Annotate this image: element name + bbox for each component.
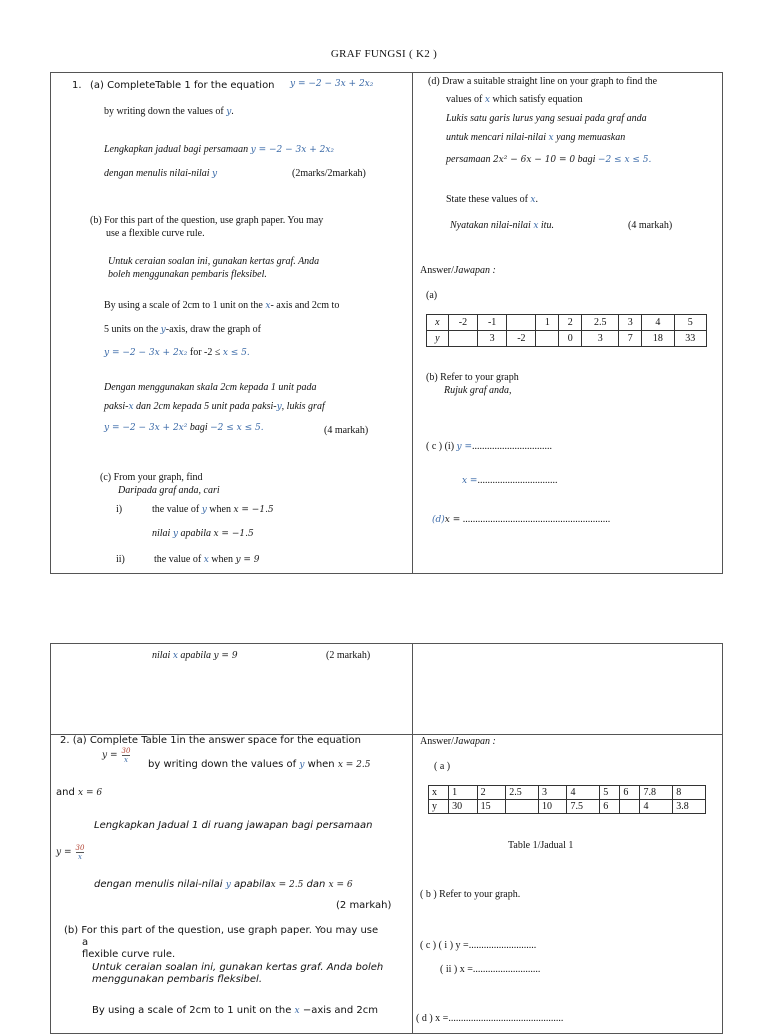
q1-answer-c-ii[interactable]: x =................................	[462, 475, 558, 486]
q2a-malay1: Lengkapkan Jadual 1 di ruang jawapan bagi persamaan	[94, 820, 373, 831]
q1-answer-b: (b) Refer to your graph	[426, 372, 519, 383]
table-cell[interactable]	[448, 331, 477, 347]
q1d-intro: (d) Draw a suitable straight line on your graph to find the	[428, 76, 658, 87]
q1a-line2: by writing down the values of y.	[104, 106, 234, 117]
q1a-intro: (a) CompleteTable 1 for the equation	[90, 80, 275, 91]
table-cell: x	[429, 786, 449, 800]
q1c-intro: (c) From your graph, find	[100, 472, 203, 483]
q2-answer-d[interactable]: ( d ) x =..............................................	[416, 1013, 564, 1024]
q1d-malay3: persamaan 2x² − 6x − 10 = 0 bagi −2 ≤ x ≤ 5.	[446, 154, 652, 165]
table-cell: 3.8	[673, 800, 706, 814]
q1b-graph-eq: y = −2 − 3x + 2x₂ for -2 ≤ x ≤ 5.	[104, 347, 250, 358]
q2a-malay3: dengan menulis nilai-nilai y apabilax = 2.5 dan x = 6	[94, 879, 353, 890]
table-cell: 1	[536, 315, 559, 331]
table-row	[427, 315, 707, 331]
q2a-intro: 2. (a) Complete Table 1in the answer space for the equation	[60, 735, 361, 746]
table-cell[interactable]	[506, 800, 539, 814]
table-cell: 3	[582, 331, 619, 347]
table-cell: 6	[620, 786, 640, 800]
table-cell: 4	[640, 800, 673, 814]
table-cell: 30	[449, 800, 478, 814]
page-title: GRAF FUNGSI ( K2 )	[330, 48, 438, 60]
q1d-line2: values of x which satisfy equation	[446, 94, 583, 105]
q1-values-table	[426, 314, 707, 347]
q1b-scale1: By using a scale of 2cm to 1 unit on the x- axis and 2cm to	[104, 300, 340, 311]
table-cell: 7.5	[567, 800, 600, 814]
table-cell: 2	[477, 786, 506, 800]
q1a-malay-line2: dengan menulis nilai-nilai y	[104, 168, 218, 179]
q1c-i-text: the value of y when x = −1.5	[152, 504, 274, 515]
q2b-line1: (b) For this part of the question, use graph paper. You may use	[64, 925, 379, 936]
table-cell: 4	[642, 315, 674, 331]
table-row	[427, 331, 707, 347]
table-cell: 15	[477, 800, 506, 814]
table-cell: 1	[449, 786, 478, 800]
q2a-line2: by writing down the values of y when x = 2.5	[148, 759, 371, 770]
table-cell[interactable]	[620, 800, 640, 814]
table-cell: 5	[600, 786, 620, 800]
q2-answer-label: Answer/Jawapan :	[420, 736, 496, 747]
table-cell: 3	[478, 331, 507, 347]
q2a-marks: (2 markah)	[336, 900, 392, 911]
q2-answer-a: ( a )	[434, 761, 451, 772]
q2-equation: y = $\frac{30}{x}$	[102, 746, 131, 764]
table-row	[429, 800, 706, 814]
q1-equation: y = −2 − 3x + 2x₂	[290, 79, 374, 89]
q1b-intro: (b) For this part of the question, use graph paper. You may	[90, 215, 324, 226]
q2a-malay-equation: y = $\frac{30}{x}$	[56, 843, 85, 861]
table-cell: 2.5	[582, 315, 619, 331]
table-cell: y	[429, 800, 449, 814]
q1b-scale2: 5 units on the y-axis, draw the graph of	[104, 324, 262, 335]
q1c-ii-malay: nilai x apabila y = 9	[152, 650, 238, 661]
q2b-malay1: Untuk ceraian soalan ini, gunakan kertas graf. Anda boleh	[92, 962, 384, 973]
table-cell: 3	[619, 315, 642, 331]
table-cell: 2.5	[506, 786, 539, 800]
table-row	[429, 786, 706, 800]
q1b-malay-scale1: Dengan menggunakan skala 2cm kepada 1 unit pada	[104, 382, 317, 393]
q1-number: 1.	[72, 80, 82, 91]
q2b-line3: flexible curve rule.	[82, 949, 176, 960]
q2b-line2: a	[82, 937, 89, 948]
table-cell: 8	[673, 786, 706, 800]
q1c-i-number: i)	[116, 504, 123, 515]
q2-table-caption: Table 1/Jadual 1	[508, 840, 574, 851]
q2b-malay2: menggunakan pembaris fleksibel.	[92, 974, 263, 985]
q1b-malay-scale2: paksi-x dan 2cm kepada 5 unit pada paksi-y, lukis graf	[104, 401, 325, 412]
q2a-and: and x = 6	[56, 787, 103, 798]
q1d-state-malay: Nyatakan nilai-nilai x itu.	[450, 220, 554, 231]
q1c-ii-number: ii)	[116, 554, 125, 565]
q2-values-table	[428, 785, 706, 814]
table-cell: 6	[600, 800, 620, 814]
q1-answer-label: Answer/Jawapan :	[420, 265, 496, 276]
table-cell: y	[427, 331, 449, 347]
table-cell[interactable]	[536, 331, 559, 347]
table-cell: 3	[538, 786, 567, 800]
q1d-malay1: Lukis satu garis lurus yang sesuai pada graf anda	[446, 113, 647, 124]
table-cell: -2	[507, 331, 536, 347]
q1d-malay2: untuk mencari nilai-nilai x yang memuaskan	[446, 132, 626, 143]
q2b-scale: By using a scale of 2cm to 1 unit on the x −axis and 2cm	[92, 1005, 379, 1016]
q1-answer-d[interactable]: (d)x = ...........................................................	[432, 514, 611, 525]
continuation-divider	[412, 643, 413, 735]
table-cell: -2	[448, 315, 477, 331]
table-cell: x	[427, 315, 449, 331]
q1-answer-b-malay: Rujuk graf anda,	[444, 385, 512, 396]
table-cell: 7	[619, 331, 642, 347]
question-2-divider	[412, 734, 413, 1034]
table-cell: -1	[478, 315, 507, 331]
table-cell: 0	[559, 331, 582, 347]
table-cell: 10	[538, 800, 567, 814]
table-cell: 33	[674, 331, 706, 347]
q1c-malay: Daripada graf anda, cari	[118, 485, 220, 496]
q1c-ii-text: the value of x when y = 9	[154, 554, 260, 565]
q1d-marks: (4 markah)	[628, 220, 673, 231]
q1b-malay1: Untuk ceraian soalan ini, gunakan kertas graf. Anda	[108, 256, 320, 267]
q1a-malay-line1: Lengkapkan jadual bagi persamaan y = −2 − 3x + 2x₂	[104, 144, 335, 155]
table-cell: 7.8	[640, 786, 673, 800]
table-cell: 2	[559, 315, 582, 331]
q2-answer-c-ii[interactable]: ( ii ) x =...........................	[440, 964, 541, 975]
continuation-box	[50, 643, 723, 735]
q1b-malay-scale3: y = −2 − 3x + 2x² bagi −2 ≤ x ≤ 5.	[104, 422, 264, 433]
q1-answer-c-i[interactable]: ( c ) (i) y =................................	[426, 441, 553, 452]
q1a-marks: (2marks/2markah)	[292, 168, 366, 179]
q1c-marks: (2 markah)	[326, 650, 371, 661]
table-cell: 5	[674, 315, 706, 331]
question-1-divider	[412, 72, 413, 574]
q1c-i-malay: nilai y apabila x = −1.5	[152, 528, 254, 539]
q2-answer-b: ( b ) Refer to your graph.	[420, 889, 521, 900]
q1b-intro2: use a flexible curve rule.	[106, 228, 205, 239]
q2-answer-c-i[interactable]: ( c ) ( i ) y =...........................	[420, 940, 537, 951]
table-cell: 4	[567, 786, 600, 800]
table-cell	[507, 315, 536, 331]
q1b-marks: (4 markah)	[324, 425, 369, 436]
q1-answer-a: (a)	[426, 290, 438, 301]
table-cell: 18	[642, 331, 674, 347]
q1d-state: State these values of x.	[446, 194, 538, 205]
q1b-malay2: boleh menggunakan pembaris fleksibel.	[108, 269, 267, 280]
